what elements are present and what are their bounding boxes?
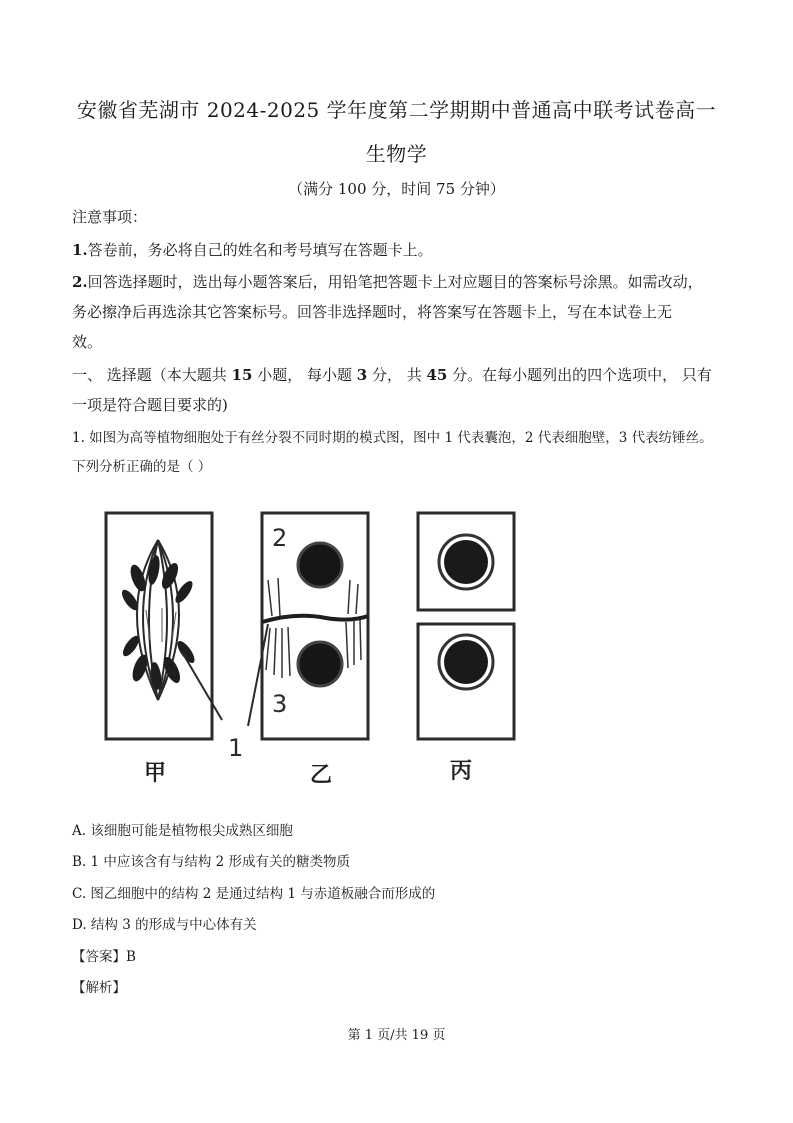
section-heading-line2: 一项是符合题目要求的) [72,396,228,414]
section-heading-part: 一、 选择题（本大题共 [72,366,232,384]
notes-heading: 注意事项： [72,208,148,226]
figure-label-3-spindle: 3 [272,690,288,718]
cell-jia [106,513,212,739]
option-b: B. 1 中应该含有与结构 2 形成有关的糖类物质 [72,854,351,870]
question-1-stem-line2: 下列分析正确的是（ ） [72,459,212,475]
answer-label: 【答案】 [72,949,126,965]
figure-label-yi: 乙 [310,763,333,788]
nucleus-bing-bottom [444,640,488,684]
section-heading-part: 小题， 每小题 [252,366,357,384]
answer-line [72,947,732,967]
notes-item-2-line2: 务必擦净后再选涂其它答案标号。回答非选择题时，将答案写在答题卡上，写在本试卷上无 [72,303,673,321]
question-1-stem: 1. 如图为高等植物细胞处于有丝分裂不同时期的模式图，图中 1 代表囊泡，2 代表细胞壁，3 代表纺锤丝。 [72,430,713,446]
figure-label-2-cell-wall: 2 [272,524,288,552]
mitosis-diagram [96,500,576,805]
section-heading [72,365,732,385]
option-d: D. 结构 3 的形成与中心体有关 [72,917,257,933]
exam-title-line1: 安徽省芜湖市 2024-2025 学年度第二学期期中普通高中联考试卷高一 [76,98,717,122]
points-total: 45 [426,366,448,384]
notes-item-1-text: 答卷前，务必将自己的姓名和考号填写在答题卡上。 [87,241,433,259]
mitosis-figure [96,500,576,805]
notes-item-2 [72,272,732,292]
section-heading-part: 分， 共 [367,366,427,384]
page-footer: 第 1 页/共 19 页 [347,1028,446,1043]
notes-item-1 [72,240,732,260]
nucleus-bing-top [444,540,488,584]
figure-label-1-vesicle: 1 [228,734,244,762]
option-c: C. 图乙细胞中的结构 2 是通过结构 1 与赤道板融合而形成的 [72,886,436,902]
daughter-nucleus-bottom [298,642,342,686]
option-a: A. 该细胞可能是植物根尖成熟区细胞 [72,823,293,839]
points-each: 3 [356,366,368,384]
exam-subtitle: （满分 100 分，时间 75 分钟） [288,180,505,198]
section-heading-part: 分。在每小题列出的四个选项中， 只有 [447,366,712,384]
daughter-nucleus-top [298,543,342,587]
notes-item-2-number: 2. [72,273,88,291]
notes-item-1-number: 1. [72,241,88,259]
cell-plate [262,616,368,622]
question-count: 15 [231,366,253,384]
figure-label-bing: 丙 [450,759,473,784]
notes-item-2-text: 回答选择题时，选出每小题答案后，用铅笔把答题卡上对应题目的答案标号涂黑。如需改动， [87,273,703,291]
answer-value: B [126,949,136,965]
exam-title-subject: 生物学 [365,142,428,166]
chromosomes-jia [119,554,198,690]
analysis-label: 【解析】 [72,980,126,996]
figure-label-jia: 甲 [144,761,167,786]
cell-bing [418,513,514,739]
label-1-leaders [182,624,268,726]
notes-item-2-line3: 效。 [72,333,103,351]
